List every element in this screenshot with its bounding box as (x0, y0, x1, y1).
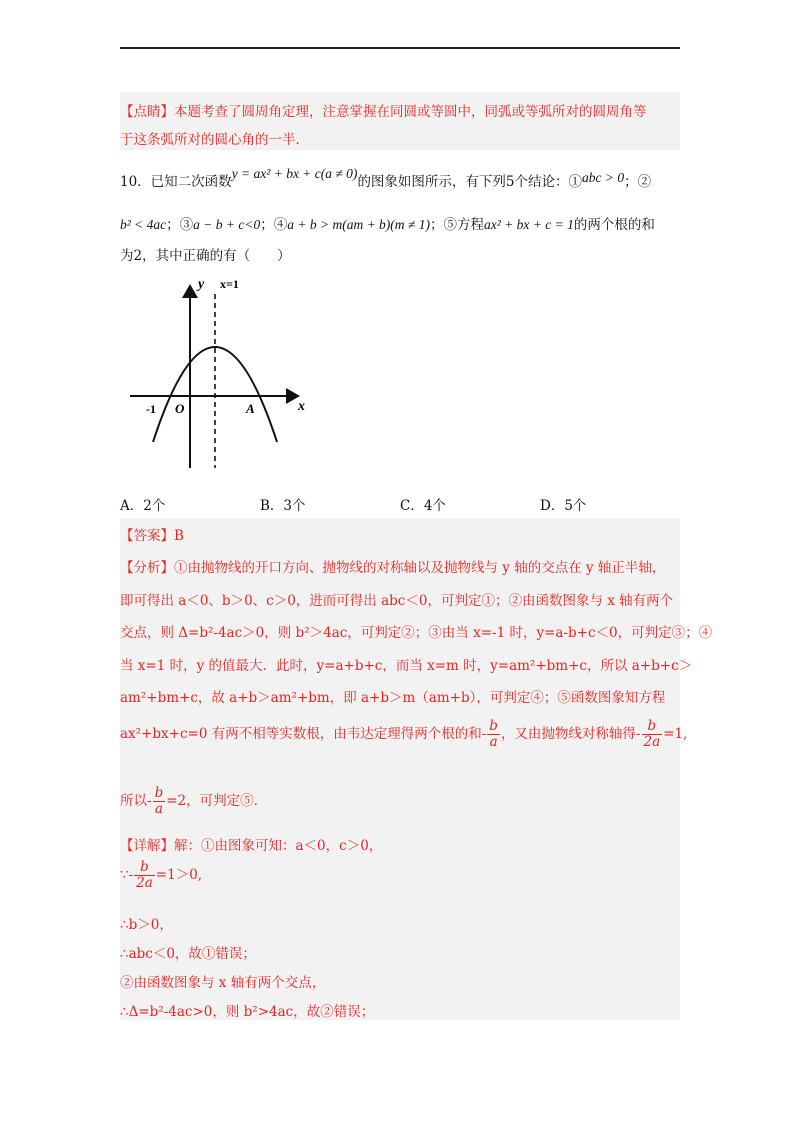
analysis-line-5: am²+bm+c，故 a+b＞am²+bm，即 a+b＞m（am+b），可判定④；⑤函数图象知方程 (120, 690, 666, 706)
question-text-2d: ；⑤方程 (429, 217, 484, 233)
question-text-1a: 10．已知二次函数 (120, 174, 232, 190)
detail-line-5: ②由函数图象与 x 轴有两个交点， (120, 975, 326, 991)
fraction-b-over-2a (642, 719, 663, 750)
fraction-b-over-a (153, 786, 166, 817)
fraction-numerator: b (489, 718, 498, 734)
detail-line-4: ∴abc＜0，故①错误； (120, 946, 256, 962)
question-text-1c: ；② (624, 174, 652, 190)
option-a: A．2个 (120, 498, 166, 514)
detail-line-3: ∴b＞0， (120, 917, 173, 933)
conclusion-1: abc > 0 (582, 170, 625, 185)
analysis-text-7b: =2，可判定⑤． (166, 792, 268, 809)
question-text-2e: 的两个根的和 (573, 217, 655, 233)
fraction-denominator: 2a (136, 874, 153, 891)
dianjing-line-2: 于这条弧所对的圆心角的一半． (120, 132, 309, 148)
conclusion-4: a + b > m(am + b)(m ≠ 1) (287, 217, 430, 232)
dianjing-line-1: 【点睛】本题考查了圆周角定理，注意掌握在同圆或等圆中，同弧或等弧所对的圆周角等 (120, 104, 647, 120)
detail-line-6: ∴Δ=b²-4ac>0，则 b²>4ac，故②错误； (120, 1004, 375, 1020)
detail-text-2a: ∵- (120, 866, 134, 883)
analysis-line-3: 交点，则 Δ=b²-4ac＞0，则 b²＞4ac，可判定②；③由当 x=-1 时，y=a-b+c＜0，可判定③；④ (120, 625, 713, 641)
x-axis-label: x (298, 399, 305, 414)
origin-label: O (175, 401, 185, 416)
conclusion-2: b² < 4ac (120, 217, 167, 232)
analysis-text-7a: 所以- (120, 792, 152, 809)
detail-line-2 (120, 860, 202, 891)
analysis-text-6c: =1, (663, 725, 688, 742)
fraction-b-over-2a (134, 860, 155, 891)
fraction-denominator: a (154, 800, 163, 817)
option-d: D．5个 (540, 498, 587, 514)
analysis-line-1: 【分析】①由抛物线的开口方向、抛物线的对称轴以及抛物线与 y 轴的交点在 y 轴正半轴， (120, 560, 666, 576)
analysis-line-7 (120, 786, 267, 817)
question-line-1 (120, 166, 652, 190)
fraction-numerator: b (642, 719, 663, 735)
fraction-numerator: b (154, 785, 164, 801)
fraction-denominator: 2a (643, 733, 661, 750)
analysis-text-6b: ，又由抛物线对称轴得- (500, 725, 641, 742)
detail-text-2b: =1＞0, (155, 866, 203, 883)
y-axis-label: y (198, 277, 205, 292)
point-a-label: A (246, 401, 255, 416)
analysis-line-6 (120, 719, 687, 750)
question-text-1b: 的图象如图所示，有下列5个结论：① (357, 174, 583, 190)
fraction-numerator: b (134, 860, 155, 876)
function-formula: y = ax² + bx + c(a ≠ 0) (231, 166, 358, 181)
option-b: B．3个 (260, 498, 306, 514)
header-rule (120, 47, 680, 49)
question-line-3: 为2，其中正确的有（ ） (120, 248, 291, 264)
symmetry-axis-label: x=1 (220, 277, 239, 291)
question-text-2b: ；③ (166, 217, 194, 233)
detail-line-1: 【详解】解：①由图象可知：a＜0，c＞0， (120, 838, 383, 854)
answer-label: 【答案】B (120, 528, 184, 544)
fraction-b-over-a (487, 719, 500, 750)
analysis-line-2: 即可得出 a＜0、b＞0、c＞0，进而可得出 abc＜0，可判定①；②由函数图象与 x 轴有两个 (120, 593, 674, 609)
parabola-graph (120, 272, 320, 472)
question-text-2c: ；④ (260, 217, 288, 233)
conclusion-3: a − b + c<0 (193, 217, 261, 232)
conclusion-5: ax² + bx + c = 1 (483, 217, 574, 232)
analysis-text-6a: ax²+bx+c=0 有两不相等实数根，由韦达定理得两个根的和- (120, 725, 487, 742)
question-line-2 (120, 213, 655, 233)
fraction-denominator: a (489, 733, 498, 750)
analysis-line-4: 当 x=1 时，y 的值最大．此时，y=a+b+c，而当 x=m 时，y=am²+bm+c，所以 a+b+c＞ (120, 658, 693, 674)
option-c: C．4个 (400, 498, 446, 514)
neg-one-label: -1 (146, 402, 156, 416)
